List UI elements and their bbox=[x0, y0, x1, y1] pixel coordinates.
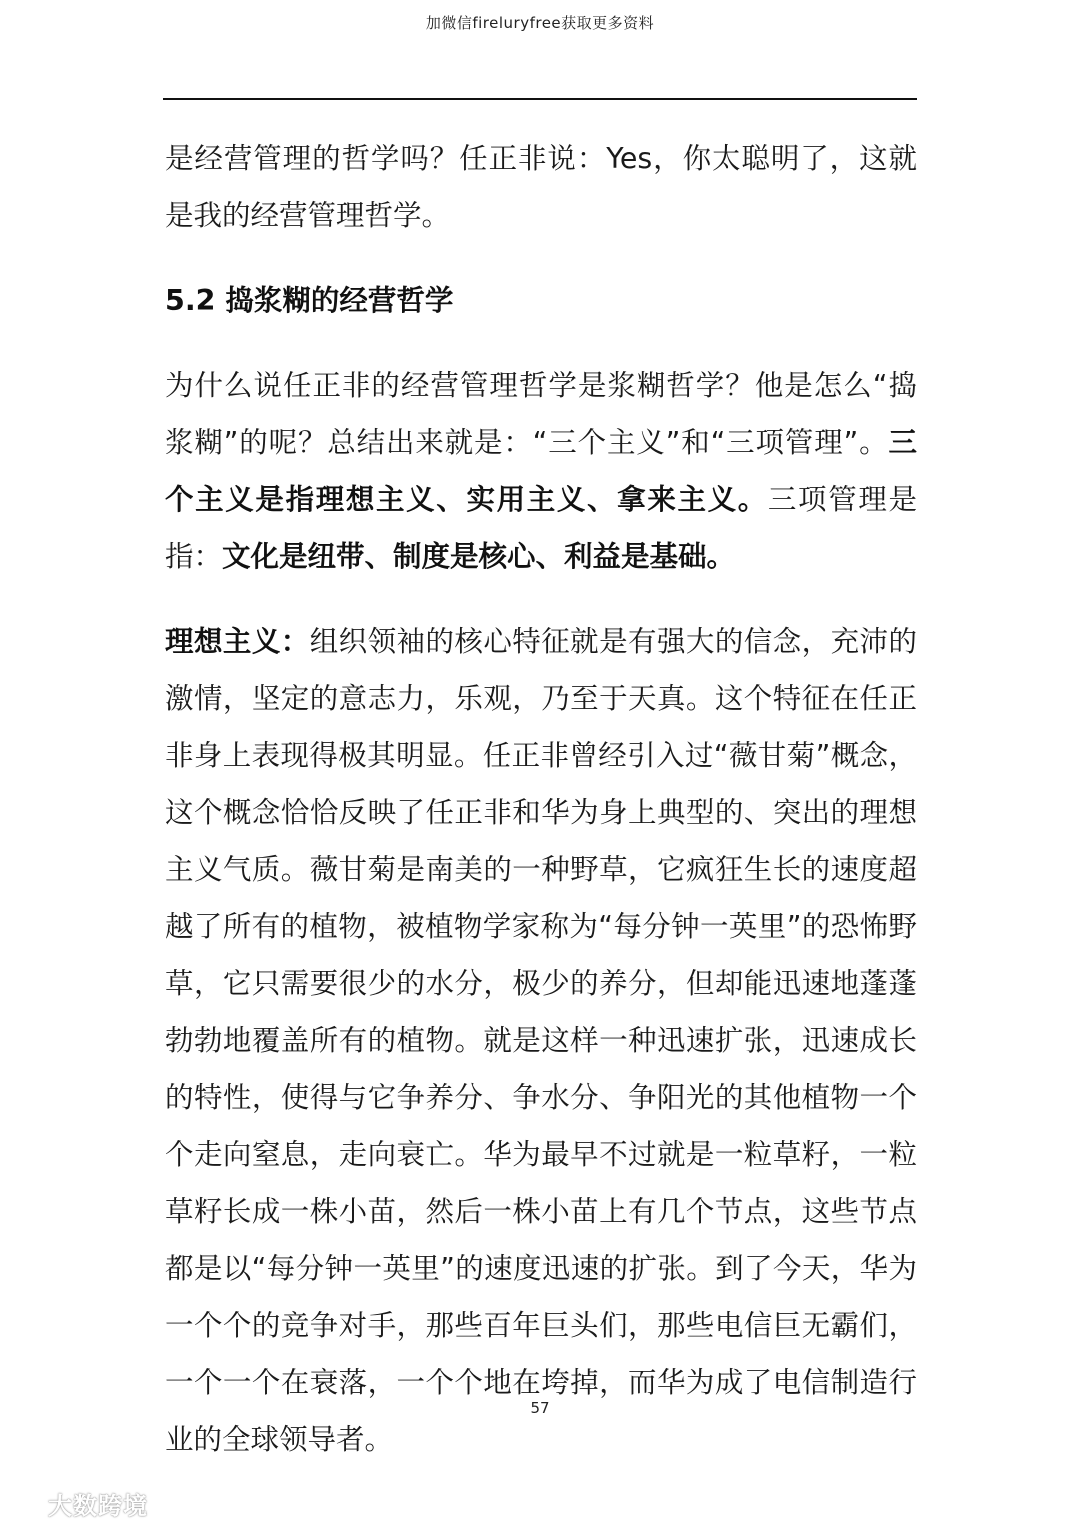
header-rule bbox=[163, 98, 917, 100]
summary-paragraph bbox=[165, 357, 917, 585]
watermark-text: 大数跨境 bbox=[48, 1492, 148, 1520]
watermark-logo-icon bbox=[8, 1491, 42, 1517]
summary-text-2: 三项管理是指： bbox=[165, 483, 917, 573]
page-header: 加微信fireluryfree获取更多资料 bbox=[425, 14, 655, 32]
idealism-paragraph bbox=[165, 613, 917, 1468]
paragraph-gap bbox=[165, 585, 917, 613]
idealism-lead: 理想主义： bbox=[165, 625, 310, 658]
summary-bold-1: 三个主义是指理想主义、实用主义、拿来主义。 bbox=[165, 426, 917, 516]
section-heading: 5.2 捣浆糊的经营哲学 bbox=[165, 284, 454, 317]
page-content bbox=[165, 130, 917, 1468]
summary-text-1: 为什么说任正非的经营管理哲学是浆糊哲学？他是怎么“捣浆糊”的呢？总结出来就是：“三个主义”和“三项管理”。 bbox=[165, 369, 917, 459]
idealism-body: 组织领袖的核心特征就是有强大的信念，充沛的激情，坚定的意志力，乐观，乃至于天真。这个特征在任正非身上表现得极其明显。任正非曾经引入过“薇甘菊”概念，这个概念恰恰反映了任正非和华为身上典型的、突出的理想主义气质。薇甘菊是南美的一种野草，它疯狂生长的速度超越了所有的植物，被植物学家称为“每分钟一英里”的恐怖野草，它只需要很少的水分，极少的养分，但却能迅速地蓬蓬勃勃地覆盖所有的植物。就是这样一种迅速扩张，迅速成长的特性，使得与它争养分、争水分、争阳光的其他植物一个个走向窒息，走向衰亡。华为最早不过就是一粒草籽，一粒草籽长成一株小苗，然后一株小苗上有几个节点，这些节点都是以“每分钟一英里”的速度迅速的扩张。到了今天，华为一个个的竞争对手，那些百年巨头们，那些电信巨无霸们，一个一个在衰落，一个个地在垮掉，而华为成了电信制造行业的全球领导者。 bbox=[165, 625, 917, 1456]
watermark bbox=[8, 1486, 148, 1521]
intro-paragraph: 是经营管理的哲学吗？任正非说：Yes，你太聪明了，这就是我的经营管理哲学。 bbox=[165, 142, 917, 232]
summary-bold-2: 文化是纽带、制度是核心、利益是基础。 bbox=[222, 540, 736, 573]
page-number: 57 bbox=[530, 1399, 550, 1417]
